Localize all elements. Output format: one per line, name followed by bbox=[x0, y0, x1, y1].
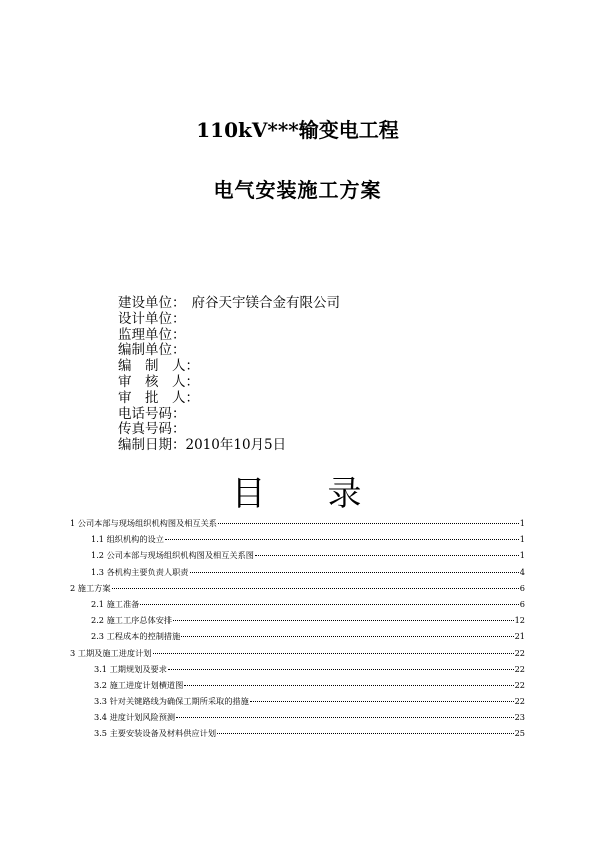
toc-entry[interactable] bbox=[70, 726, 525, 742]
toc-entry-page: 23 bbox=[514, 712, 525, 723]
toc-leader bbox=[250, 692, 514, 702]
toc-leader bbox=[173, 611, 513, 621]
toc-leader bbox=[153, 644, 514, 654]
toc-leader bbox=[181, 627, 513, 637]
info-row-construction-unit bbox=[118, 296, 340, 312]
toc-entry-text: 1.1 组织机构的设立 bbox=[91, 534, 164, 545]
toc-entry-text: 3.4 进度计划风险预测 bbox=[94, 712, 176, 723]
info-row-fax bbox=[118, 422, 340, 438]
toc-leader bbox=[217, 724, 514, 734]
toc-entry-page: 1 bbox=[519, 550, 525, 561]
toc-entry-page: 6 bbox=[519, 598, 525, 609]
toc-heading bbox=[0, 466, 595, 515]
toc-entry-text: 3.2 施工进度计划横道图 bbox=[94, 679, 184, 690]
info-row-date bbox=[118, 438, 340, 454]
toc-entry-text: 3.1 工期规划及要求 bbox=[94, 663, 167, 674]
info-row-compiling-unit bbox=[118, 343, 340, 359]
toc-leader bbox=[112, 579, 519, 589]
info-label: 审 批 人： bbox=[118, 389, 199, 406]
toc-leader bbox=[255, 546, 519, 556]
document-title: 110kV***输变电工程 bbox=[196, 118, 399, 142]
info-label: 传真号码： bbox=[118, 421, 186, 438]
toc-entry-text: 2.3 工程成本的控制措施 bbox=[91, 631, 181, 642]
info-label: 建设单位： bbox=[118, 295, 186, 311]
toc-entry-page: 21 bbox=[514, 631, 525, 642]
toc-entry-text: 3 工期及施工进度计划 bbox=[70, 647, 152, 658]
project-info-block bbox=[118, 296, 340, 454]
toc-entry-text: 1.3 各机构主要负责人职责 bbox=[91, 566, 189, 577]
toc-entry-page: 22 bbox=[514, 696, 525, 707]
info-row-approver bbox=[118, 391, 340, 407]
toc-entry-page: 1 bbox=[519, 534, 525, 545]
info-value: 府谷天宇镁合金有限公司 bbox=[191, 295, 340, 311]
toc-entry-text: 1.2 公司本部与现场组织机构图及相互关系图 bbox=[91, 550, 254, 561]
info-row-design-unit bbox=[118, 312, 340, 328]
toc-entry-text: 2.1 施工准备 bbox=[91, 598, 140, 609]
toc-leader bbox=[140, 595, 518, 605]
toc-leader bbox=[184, 676, 513, 686]
toc-leader bbox=[218, 514, 519, 524]
toc-entry-text: 1 公司本部与现场组织机构图及相互关系 bbox=[70, 518, 217, 528]
info-label: 编制单位： bbox=[118, 342, 186, 359]
toc-entry-page: 22 bbox=[514, 679, 525, 690]
toc-entry-page: 22 bbox=[514, 647, 525, 658]
toc-entry-text: 3.3 针对关键路线为确保工期所采取的措施 bbox=[94, 696, 249, 707]
info-label: 设计单位： bbox=[118, 310, 186, 327]
info-row-supervision-unit bbox=[118, 328, 340, 344]
toc-leader bbox=[176, 708, 513, 718]
toc-heading-right: 录 bbox=[327, 474, 364, 514]
toc-heading-left: 目 bbox=[231, 474, 268, 514]
info-label: 监理单位： bbox=[118, 326, 186, 343]
toc-entry-page: 1 bbox=[519, 518, 525, 528]
info-row-phone bbox=[118, 407, 340, 423]
document-subtitle: 电气安装施工方案 bbox=[213, 178, 382, 202]
toc-entry-text: 2.2 施工工序总体安排 bbox=[91, 615, 173, 626]
toc-entry-text: 3.5 主要安装设备及材料供应计划 bbox=[94, 728, 217, 739]
toc-leader bbox=[165, 530, 519, 540]
toc-entry-page: 25 bbox=[514, 728, 525, 739]
info-label: 编 制 人： bbox=[118, 358, 199, 375]
toc-leader bbox=[190, 563, 519, 573]
info-row-compiler bbox=[118, 359, 340, 375]
info-label: 电话号码： bbox=[118, 405, 186, 422]
toc-leader bbox=[168, 660, 514, 670]
toc-entry-page: 4 bbox=[519, 566, 525, 577]
table-of-contents bbox=[70, 516, 525, 743]
info-label: 审 核 人： bbox=[118, 373, 199, 390]
info-value: 2010年10月5日 bbox=[185, 437, 287, 454]
info-row-reviewer bbox=[118, 375, 340, 391]
toc-entry-text: 2 施工方案 bbox=[70, 582, 111, 593]
toc-entry-page: 22 bbox=[514, 663, 525, 674]
toc-entry-page: 12 bbox=[514, 615, 525, 626]
info-label: 编制日期： bbox=[118, 437, 186, 454]
toc-entry-page: 6 bbox=[519, 582, 525, 593]
